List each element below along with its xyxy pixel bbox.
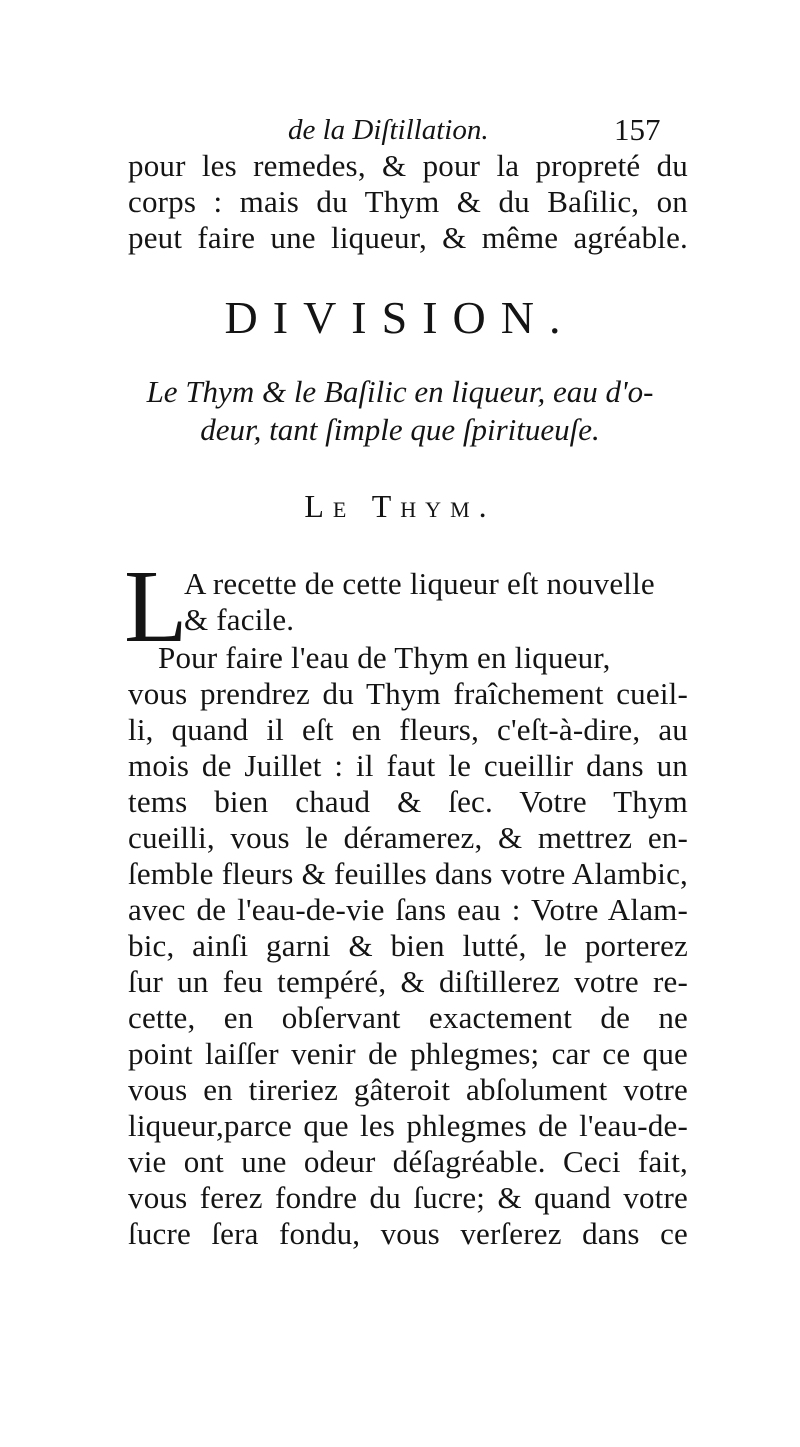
subtitle-line: deur, tant ſimple que ſpiritueuſe. bbox=[200, 412, 600, 447]
intro-line: corps : mais du Thym & du Baſilic, on bbox=[128, 184, 688, 219]
intro-line: peut faire une liqueur, & même agréable. bbox=[128, 220, 688, 255]
body-line: bic, ainſi garni & bien lutté, le porterez bbox=[128, 928, 688, 963]
running-title: de la Diſtillation. bbox=[288, 114, 489, 146]
body-line: vie ont une odeur déſagréable. Ceci fait, bbox=[128, 1144, 688, 1179]
first-paragraph-line: A recette de cette liqueur eſt nouvelle bbox=[184, 566, 655, 601]
body-line: liqueur,parce que les phlegmes de l'eau-de- bbox=[128, 1108, 688, 1143]
body-line: tems bien chaud & ſec. Votre Thym bbox=[128, 784, 688, 819]
page-number: 157 bbox=[614, 112, 661, 147]
division-heading: DIVISION. bbox=[224, 292, 576, 343]
body-line: point laiſſer venir de phlegmes; car ce que bbox=[128, 1036, 688, 1071]
body-line: ſemble fleurs & feuilles dans votre Alambic, bbox=[128, 856, 688, 891]
body-line: cette, en obſervant exactement de ne bbox=[128, 1000, 688, 1035]
first-paragraph-line: & facile. bbox=[184, 602, 295, 637]
body-line: Pour faire l'eau de Thym en liqueur, bbox=[158, 640, 611, 675]
body-line: avec de l'eau-de-vie ſans eau : Votre Alam- bbox=[128, 892, 688, 927]
body-line: vous prendrez du Thym fraîchement cueil- bbox=[128, 676, 688, 711]
body-line: mois de Juillet : il faut le cueillir dans un bbox=[128, 748, 688, 783]
body-line: ſur un feu tempéré, & diſtillerez votre re- bbox=[128, 964, 688, 999]
drop-cap: L bbox=[124, 549, 188, 664]
intro-line: pour les remedes, & pour la propreté du bbox=[128, 148, 688, 183]
body-line: li, quand il eſt en fleurs, c'eſt-à-dire, au bbox=[128, 712, 688, 747]
body-line: vous ferez fondre du ſucre; & quand votre bbox=[128, 1180, 688, 1215]
body-line: ſucre ſera fondu, vous verſerez dans ce bbox=[128, 1216, 688, 1251]
body-line: cueilli, vous le déramerez, & mettrez en- bbox=[128, 820, 688, 855]
subtitle-line: Le Thym & le Baſilic en liqueur, eau d'o- bbox=[146, 374, 654, 409]
section-title: Le Thym. bbox=[304, 488, 496, 524]
body-line: vous en tireriez gâteroit abſolument votre bbox=[128, 1072, 688, 1107]
